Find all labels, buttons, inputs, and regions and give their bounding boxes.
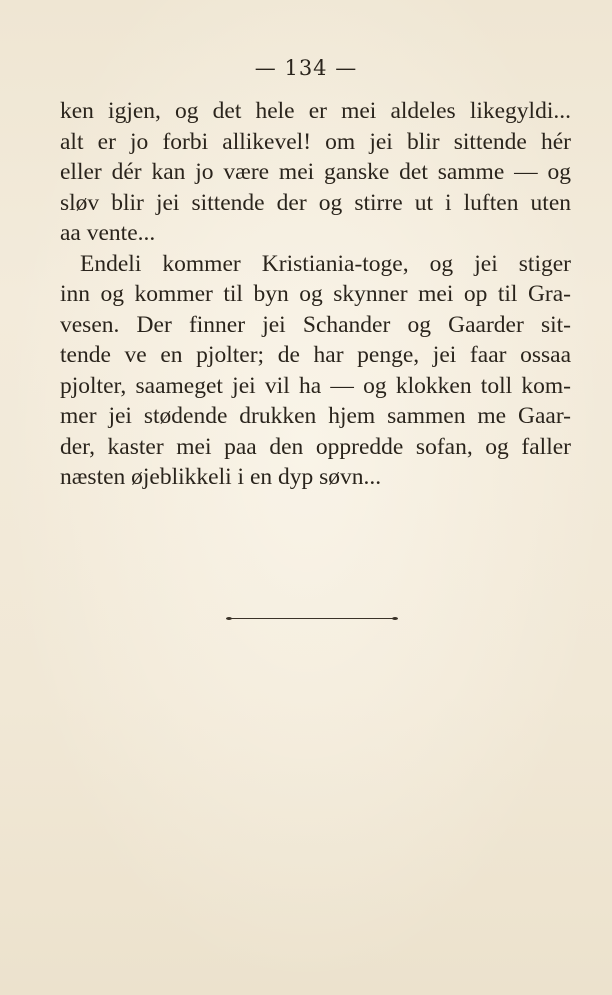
text-line: pjolter, saameget jei vil ha — og klokken toll kom- [60,372,571,399]
body-text [60,96,571,493]
text-line: næsten øjeblikkeli i en dyp søvn... [60,464,382,490]
text-line: aa vente... [60,220,156,246]
text-line: der, kaster mei paa den oppredde sofan, og faller [60,433,571,460]
text-line: inn og kommer til byn og skynner mei op til Gra- [60,281,571,307]
text-line: alt er jo forbi allikevel! om jei blir sittende hér [60,128,571,155]
text-line: eller dér kan jo være mei ganske det samme — og [60,159,571,185]
text-line: sløv blir jei sittende der og stirre ut i luften uten [60,189,571,216]
text-line: mer jei stødende drukken hjem sammen me Gaar- [60,403,571,429]
text-line: ken igjen, og det hele er mei aldeles likegyldi... [60,98,571,124]
end-divider [228,618,396,619]
text-line: tende ve en pjolter; de har penge, jei faar ossaa [60,342,571,368]
page-number: — 134 — [254,56,358,80]
text-line: vesen. Der finner jei Schander og Gaarder sit- [60,311,571,338]
text-line: Endeli kommer Kristiania-toge, og jei stiger [80,250,571,277]
